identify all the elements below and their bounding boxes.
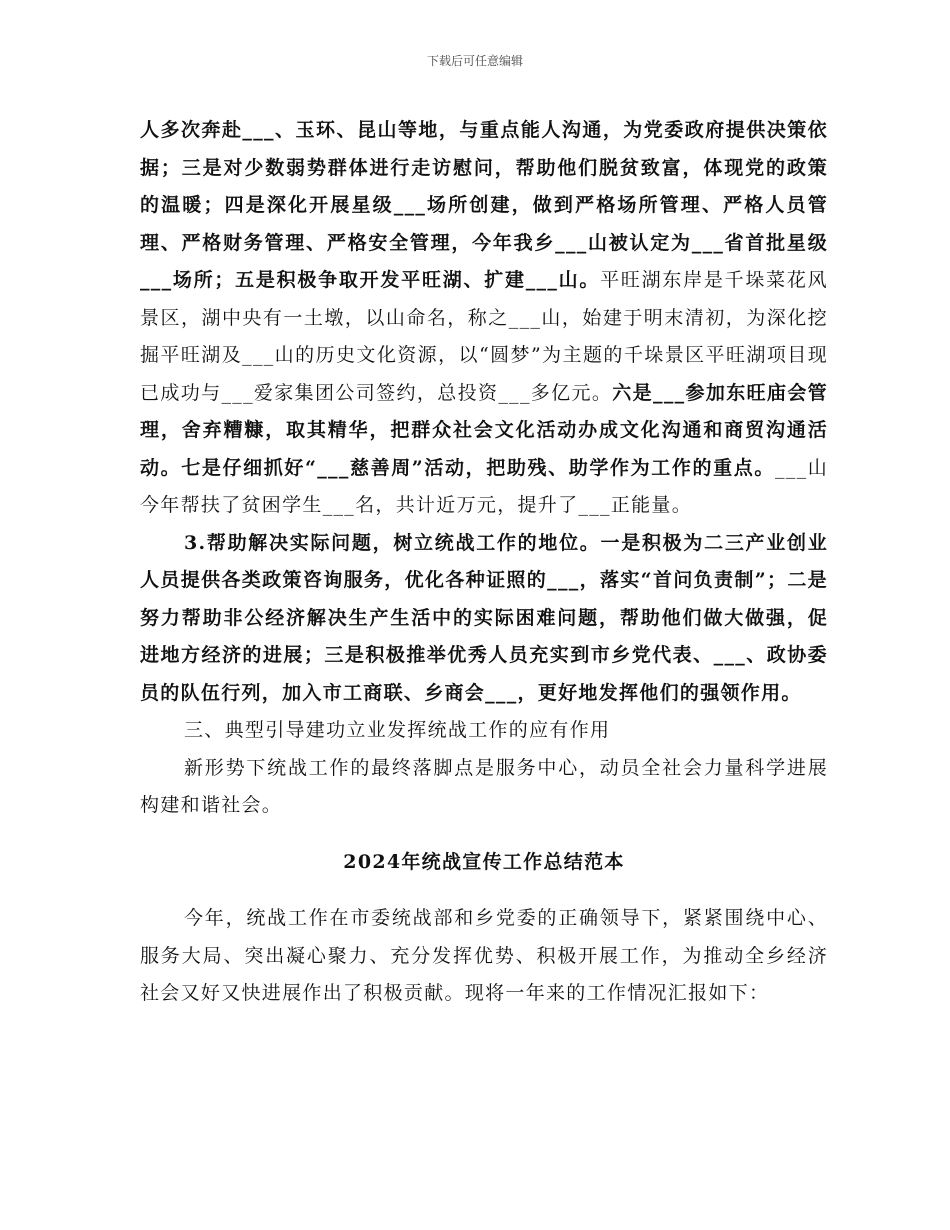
paragraph-continued: [140, 112, 828, 525]
paragraph-section-3: 3.帮助解决实际问题，树立统战工作的地位。一是积极为二三产业创业人员提供各类政策咨询服务，优化各种证照的___，落实“首问负责制”；二是努力帮助非公经济解决生产生活中的实际困难问题，帮助他们做大做强，促进地方经济的进展；三是积极推举优秀人员充实到市乡党代表、___、政协委员的队伍行列，加入市工商联、乡商会___，更好地发挥他们的强领作用。: [140, 531, 828, 704]
document-body: [140, 112, 828, 1013]
page-header: 下载后可任意编辑: [426, 54, 523, 68]
paragraph-normal-segment-2: ___山今年帮扶了贫困学生___名，共计近万元，提升了___正能量。: [140, 456, 828, 516]
section-heading: 三、典型引导建功立业发挥统战工作的应有作用: [184, 719, 611, 741]
paragraph-bold-segment: 人多次奔赴___、玉环、昆山等地，与重点能人沟通，为党委政府提供决策依据；三是对少数弱势群体进行走访慰问，帮助他们脱贫致富，体现党的政策的温暖；四是深化开展星级___场所创建，做到严格场所管理、严格人员管理、严格财务管理、严格安全管理，今年我乡___山被认定为___省首批星级___场所；五是积极争取开发平旺湖、扩建___山。: [140, 119, 828, 291]
paragraph-intro: 今年，统战工作在市委统战部和乡党委的正确领导下，紧紧围绕中心、服务大局、突出凝心聚力、充分发挥优势、积极开展工作，为推动全乡经济社会又好又快进展作出了积极贡献。现将一年来的工作情况汇报如下：: [140, 907, 828, 1004]
document-title: 2024年统战宣传工作总结范本: [343, 850, 625, 873]
paragraph-summary: 新形势下统战工作的最终落脚点是服务中心，动员全社会力量科学进展构建和谐社会。: [140, 756, 828, 816]
paragraph-normal-segment: 平旺湖东岸是千垛菜花风景区，湖中央有一土墩，以山命名，称之___山，始建于明末清初，为深化挖掘平旺湖及___山的历史文化资源，以“圆梦”为主题的千垛景区平旺湖项目现已成功与___爱家集团公司签约，总投资___多亿元。: [140, 269, 828, 404]
paragraph-bold-segment-2: 六是___参加东旺庙会管理，舍弃糟糠，取其精华，把群众社会文化活动办成文化沟通和商贸沟通活动。七是仔细抓好“___慈善周”活动，把助残、助学作为工作的重点。: [140, 381, 828, 479]
